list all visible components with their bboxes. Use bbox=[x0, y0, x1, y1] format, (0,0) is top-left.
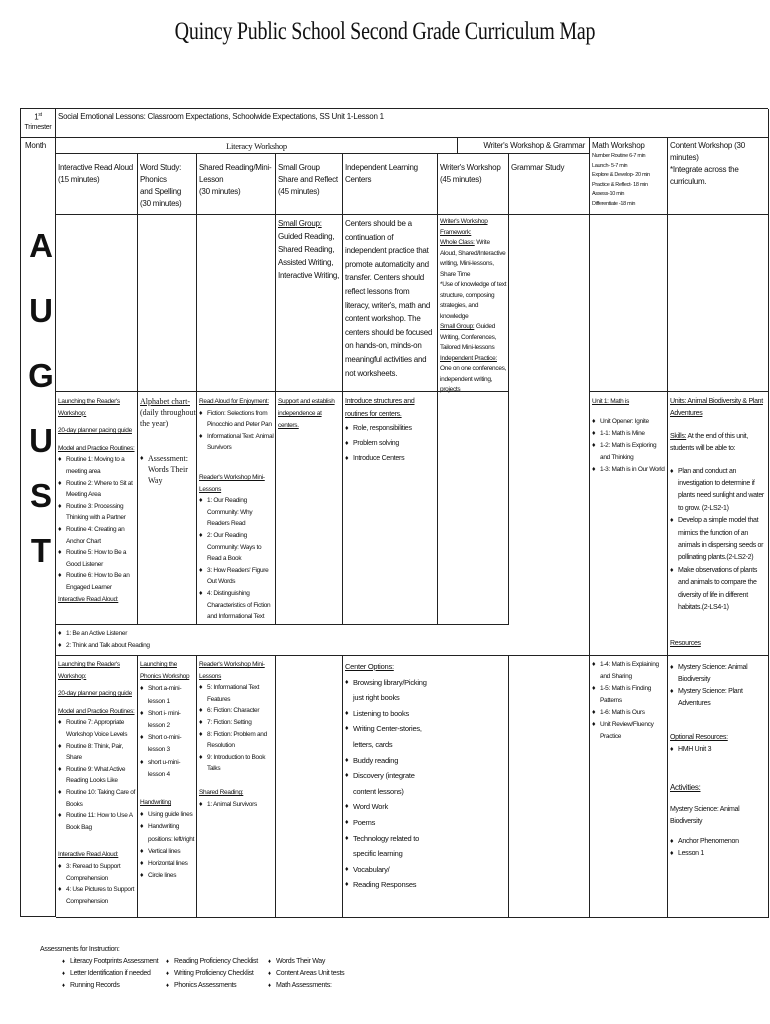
list-item: ♦ Routine 7: Appropriate Workshop Voice Levels bbox=[58, 717, 137, 740]
list-item: ♦ Circle lines bbox=[140, 870, 196, 882]
list-item: ♦ Routine 6: How to Be an Engaged Learner bbox=[58, 570, 137, 593]
word-study-title-2: and Spelling bbox=[140, 187, 182, 196]
r2-math-unit: Unit 1: Math is bbox=[592, 398, 630, 405]
r3-rw-list bbox=[199, 682, 275, 775]
r2-content bbox=[668, 392, 769, 656]
list-item: ♦ Buddy reading bbox=[345, 753, 435, 769]
r3-shared-list bbox=[199, 799, 275, 811]
shared-reading-time: (30 minutes) bbox=[199, 187, 241, 196]
r1-writers-small-label: Small Group: bbox=[440, 323, 475, 330]
r2-math-list bbox=[592, 416, 667, 476]
list-item: ♦ Short a-mini-lesson 1 bbox=[140, 683, 196, 707]
r3-math-list bbox=[592, 659, 667, 743]
r2-centers bbox=[343, 392, 438, 625]
list-item: ♦ Mystery Science: Animal Biodiversity bbox=[670, 662, 768, 686]
list-item: ♦ Discovery (integrate content lessons) bbox=[345, 768, 435, 799]
list-item: ♦ Unit Opener: Ignite bbox=[592, 416, 667, 428]
r3-ira-list bbox=[58, 861, 137, 907]
r2-skills-text: At the end of this unit, students will be able to: bbox=[670, 432, 748, 453]
r1-writers-indep-label: Independent Practice: bbox=[440, 354, 497, 362]
list-item: ♦ 1-2: Math is Exploring and Thinking bbox=[592, 440, 667, 464]
list-item: ♦ 1-1: Math is Mine bbox=[592, 428, 667, 440]
list-item: ♦ 5: Informational Text Features bbox=[199, 682, 275, 705]
r1-shared-reading bbox=[197, 215, 276, 392]
list-item: ♦ Develop a simple model that mimics the function of an animals in dispersing seeds or pollinating plants.(2-LS2-2) bbox=[670, 515, 766, 565]
list-item: ♦ Routine 11: How to Use A Book Bag bbox=[58, 810, 137, 833]
list-item: ♦ Literacy Footprints Assessment bbox=[62, 956, 182, 968]
read-aloud-time: (15 minutes) bbox=[58, 175, 100, 184]
r2-support: Support and establish independence at centers. bbox=[278, 398, 335, 429]
r2-rae-list bbox=[199, 408, 275, 454]
r2-routines-list bbox=[58, 454, 137, 593]
assessments-title: Assessments for Instruction: bbox=[40, 946, 120, 953]
list-item: ♦ 2: Think and Talk about Reading bbox=[58, 640, 589, 652]
r2-rw-title: Reader's Workshop Mini-Lessons bbox=[199, 473, 265, 493]
r3-resources-list bbox=[670, 662, 768, 710]
word-study-header bbox=[138, 154, 197, 215]
month-letter: A bbox=[29, 227, 53, 264]
independent-title: Independent Learning Centers bbox=[345, 163, 418, 184]
r1-writers-whole-label: Whole Class: bbox=[440, 239, 475, 246]
word-study-title: Word Study: Phonics bbox=[140, 163, 182, 184]
r3-read-aloud bbox=[56, 656, 138, 918]
list-item: ♦ 3: Reread to Support Comprehension bbox=[58, 861, 137, 884]
assessments-section bbox=[40, 944, 540, 956]
content-header-text: Content Workshop (30 minutes) bbox=[670, 141, 745, 162]
r3-routines-list bbox=[58, 717, 137, 833]
list-item: ♦ Routine 1: Moving to a meeting area bbox=[58, 454, 137, 477]
r3-handwriting-list bbox=[140, 809, 196, 882]
r3-phonics-list bbox=[140, 683, 196, 781]
r1-word-study bbox=[138, 215, 197, 392]
list-item: ♦ Routine 9: What Active Reading Looks Like bbox=[58, 764, 137, 787]
list-item: ♦ Short i- mini-lesson 2 bbox=[140, 708, 196, 732]
shared-reading-header bbox=[197, 154, 276, 215]
list-item: ♦ Using guide lines bbox=[140, 809, 196, 821]
r2-ira-list bbox=[56, 625, 590, 656]
r3-content bbox=[668, 640, 769, 918]
r2-writers-ws bbox=[438, 392, 509, 625]
r3-word-study bbox=[138, 656, 197, 918]
r2-ira-items bbox=[58, 628, 589, 651]
r1-grammar bbox=[509, 215, 590, 918]
month-letter: T bbox=[30, 532, 52, 569]
list-item: ♦ 2: Our Reading Community: Ways to Read a Book bbox=[199, 530, 275, 565]
r3-center-list bbox=[345, 675, 435, 893]
assessments-list-1 bbox=[62, 956, 182, 992]
sel-lessons-row bbox=[56, 109, 769, 138]
list-item: ♦ 1: Be an Active Listener bbox=[58, 628, 589, 640]
r1-writers-title: Writer's Workshop Framework: bbox=[440, 218, 488, 236]
list-item: ♦ Phonics Assessments bbox=[166, 980, 276, 992]
assessments-list-2 bbox=[166, 956, 276, 992]
read-aloud-header bbox=[56, 154, 138, 215]
r3-rw-title: Reader's Workshop Mini-Lessons bbox=[199, 661, 265, 680]
list-item: ♦ 1-5: Math is Finding Patterns bbox=[592, 683, 667, 707]
r2-skills-label: Skills: bbox=[670, 432, 687, 440]
list-item: ♦ Anchor Phenomenon bbox=[670, 836, 768, 848]
r2-intro-title: Introduce structures and routines for centers. bbox=[345, 398, 415, 418]
writers-grammar-header-text: Writer's Workshop & Grammar bbox=[483, 141, 585, 150]
r1-small-group-text: Guided Reading, Shared Reading, Assisted Writing, Interactive Writing, bbox=[278, 232, 340, 280]
math-time-item: Differentiate -18 min bbox=[592, 200, 636, 207]
content-header bbox=[668, 138, 769, 215]
list-item: ♦ Math Assessments: bbox=[268, 980, 388, 992]
assessments-list-3 bbox=[268, 956, 388, 992]
r2-read-aloud bbox=[56, 392, 138, 625]
r1-small-group bbox=[276, 215, 343, 392]
r3-centers bbox=[343, 656, 509, 918]
list-item: ♦ 9: Introduction to Book Talks bbox=[199, 752, 275, 775]
r3-optional-title: Optional Resources: bbox=[670, 734, 728, 741]
small-group-title-2: Share and Reflect bbox=[278, 175, 338, 184]
list-item: ♦ Lesson 1 bbox=[670, 848, 768, 860]
list-item: ♦ Short o-mini-lesson 3 bbox=[140, 732, 196, 756]
list-item: ♦ 4: Use Pictures to Support Comprehension bbox=[58, 884, 137, 907]
curriculum-table bbox=[20, 108, 768, 917]
r1-centers bbox=[343, 215, 438, 392]
list-item: ♦ 3: How Readers' Figure Out Words bbox=[199, 565, 275, 588]
r2-alphabet: Alphabet chart- bbox=[140, 397, 190, 406]
r3-activities-sub: Mystery Science: Animal Biodiversity bbox=[670, 806, 740, 825]
r1-small-group-label: Small Group: bbox=[278, 219, 322, 228]
r3-activities-list bbox=[670, 836, 768, 860]
list-item: ♦ Routine 5: How to Be a Good Listener bbox=[58, 547, 137, 570]
math-time-item: Assess-10 min bbox=[592, 191, 625, 197]
list-item: ♦ Routine 8: Think, Pair, Share bbox=[58, 741, 137, 764]
list-item: ♦ Word Work bbox=[345, 799, 435, 815]
small-group-header bbox=[276, 154, 343, 215]
r1-writers-small: Guided Writing, Conferences, Tailored Mini-lessons bbox=[440, 323, 497, 351]
list-item: ♦ Running Records bbox=[62, 980, 182, 992]
r2-launch-title: Launching the Reader's Workshop: bbox=[58, 398, 120, 417]
list-item: ♦ Reading Proficiency Checklist bbox=[166, 956, 276, 968]
list-item: ♦ 1-3: Math is in Our World bbox=[592, 464, 667, 476]
writers-ws-header bbox=[438, 154, 509, 215]
literacy-header bbox=[56, 138, 458, 154]
r2-rae-title: Read Aloud for Enjoyment: bbox=[199, 398, 269, 405]
trimester-suffix: st bbox=[38, 112, 42, 118]
list-item: ♦ Fiction: Selections from Pinocchio and Peter Pan bbox=[199, 408, 275, 431]
assessments-col-3 bbox=[268, 956, 388, 992]
month-letter: S bbox=[29, 477, 52, 514]
r1-writers-note: *Use of knowledge of text structure, composing strategies, and knowledge bbox=[440, 281, 507, 320]
list-item: ♦ Letter Identification if needed bbox=[62, 968, 182, 980]
list-item: ♦ Routine 2: Where to Sit at Meeting Area bbox=[58, 478, 137, 501]
list-item: ♦ 4: Distinguishing Characteristics of Fiction and Informational Text bbox=[199, 588, 275, 623]
list-item: ♦ Routine 4: Creating an Anchor Chart bbox=[58, 524, 137, 547]
list-item: ♦ short u-mini-lesson 4 bbox=[140, 757, 196, 781]
list-item: ♦ Writing Center-stories, letters, cards bbox=[345, 721, 435, 752]
list-item: ♦ HMH Unit 3 bbox=[670, 744, 768, 756]
math-time-item: Practice & Reflect- 18 min bbox=[592, 181, 648, 188]
r3-shared-title: Shared Reading: bbox=[199, 788, 244, 796]
r3-model-title: Model and Practice Routines: bbox=[58, 707, 135, 715]
list-item: ♦ Words Their Way bbox=[268, 956, 388, 968]
r3-resources-title: Resources bbox=[670, 640, 701, 647]
small-group-time: (45 minutes) bbox=[278, 187, 320, 196]
r3-handwriting-title: Handwriting bbox=[140, 799, 172, 807]
r2-word-study bbox=[138, 392, 197, 625]
math-times bbox=[592, 152, 667, 209]
r3-phonics-title: Launching the Phonics Workshop bbox=[140, 661, 190, 681]
r3-pacing: 20-day planner pacing guide bbox=[58, 690, 132, 698]
r2-assessment-list bbox=[140, 453, 196, 486]
list-item: ♦ Introduce Centers bbox=[345, 451, 437, 466]
list-item: ♦ 1-4: Math is Explaining and Sharing bbox=[592, 659, 667, 683]
math-header bbox=[590, 138, 668, 215]
math-time-item: Launch- 5-7 min bbox=[592, 162, 628, 169]
r3-math bbox=[590, 656, 668, 918]
writers-ws-time: (45 minutes) bbox=[440, 175, 482, 184]
list-item: ♦ Horizontal lines bbox=[140, 858, 196, 870]
list-item: ♦ 1: Animal Survivors bbox=[199, 799, 275, 811]
list-item: ♦ Plan and conduct an investigation to determine if plants need sunlight and water to grow. (2-LS2-1) bbox=[670, 466, 766, 516]
list-item: ♦ Role, responsibilities bbox=[345, 421, 437, 436]
shared-reading-title: Shared Reading/Mini-Lesson bbox=[199, 163, 272, 184]
list-item: ♦ Unit Review/Fluency Practice bbox=[592, 719, 667, 743]
content-header-note: *Integrate across the curriculum. bbox=[670, 165, 739, 186]
r2-alphabet-note: (daily throughout the year) bbox=[140, 408, 196, 428]
r3-ira-title: Interactive Read Aloud: bbox=[58, 851, 119, 859]
trimester-number: 1 bbox=[34, 112, 39, 122]
list-item: ♦ Informational Text: Animal Survivors bbox=[199, 431, 275, 454]
list-item: ♦ 7: Fiction: Setting bbox=[199, 717, 275, 729]
r1-centers-text: Centers should be a continuation of independent practice that promote automaticity and transfer. Centers should reflect lessons from literacy, writer's, math and content workshop. The centers should be focused on hands-on, minds-on meaningful activities and not worksheets. bbox=[345, 219, 433, 378]
r2-rw-list bbox=[199, 495, 275, 623]
list-item: ♦ Reading Responses bbox=[345, 877, 435, 893]
list-item: ♦ Handwriting positions: left/right bbox=[140, 821, 196, 845]
writers-ws-title: Writer's Workshop bbox=[440, 163, 501, 172]
math-header-text: Math Workshop bbox=[592, 141, 645, 150]
trimester-label: Trimester bbox=[24, 123, 52, 131]
month-letter: U bbox=[29, 422, 53, 459]
read-aloud-title: Interactive Read Aloud bbox=[58, 163, 133, 172]
r1-writers-ws bbox=[438, 215, 509, 392]
assessments-col-2 bbox=[166, 956, 276, 992]
list-item: ♦ Routine 10: Taking Care of Books bbox=[58, 787, 137, 810]
month-letter: U bbox=[29, 292, 53, 329]
r2-pacing: 20-day planner pacing guide bbox=[58, 427, 132, 435]
list-item: ♦ Poems bbox=[345, 815, 435, 831]
r2-ira-title: Interactive Read Aloud: bbox=[58, 595, 119, 603]
r2-math bbox=[590, 392, 668, 656]
list-item: ♦ Problem solving bbox=[345, 436, 437, 451]
r2-small-group bbox=[276, 392, 343, 625]
list-item: ♦ Vertical lines bbox=[140, 846, 196, 858]
r3-shared-reading bbox=[197, 656, 276, 918]
list-item: ♦ Mystery Science: Plant Adventures bbox=[670, 686, 768, 710]
math-time-item: Explore & Develop- 20 min bbox=[592, 172, 650, 178]
trimester-cell bbox=[21, 109, 56, 138]
list-item: ♦ Content Areas Unit tests bbox=[268, 968, 388, 980]
list-item: ♦ Assessment: Words Their Way bbox=[140, 453, 196, 486]
assessments-col-1 bbox=[62, 956, 182, 992]
r3-small-group bbox=[276, 656, 343, 918]
list-item: ♦ Technology related to specific learning bbox=[345, 831, 435, 862]
r1-math bbox=[590, 215, 668, 392]
literacy-header-text: Literacy Workshop bbox=[226, 141, 287, 151]
word-study-time: (30 minutes) bbox=[140, 199, 182, 208]
r2-model-title: Model and Practice Routines: bbox=[58, 444, 135, 452]
r1-content bbox=[668, 215, 769, 392]
list-item: ♦ 1: Our Reading Community: Why Readers Read bbox=[199, 495, 275, 530]
grammar-title: Grammar Study bbox=[511, 163, 565, 172]
r3-activities-title: Activities: bbox=[670, 783, 701, 792]
r3-center-title: Center Options: bbox=[345, 662, 394, 671]
list-item: ♦ Vocabulary/ bbox=[345, 862, 435, 878]
sel-lessons-text: Social Emotional Lessons: Classroom Expectations, Schoolwide Expectations, SS Unit 1-Lesson 1 bbox=[58, 112, 384, 121]
writers-grammar-header bbox=[458, 138, 590, 154]
r2-skills-list bbox=[670, 466, 766, 615]
list-item: ♦ Writing Proficiency Checklist bbox=[166, 968, 276, 980]
list-item: ♦ 8: Fiction: Problem and Resolution bbox=[199, 729, 275, 752]
r1-writers-whole: Write Aloud, Shared/Interactive writing, Mini-lessons, Share Time bbox=[440, 239, 506, 278]
list-item: ♦ Make observations of plants and animals to compare the diversity of life in different habitats.(2-LS4-1) bbox=[670, 565, 766, 615]
r2-shared-reading bbox=[197, 392, 276, 625]
grammar-header bbox=[509, 154, 590, 215]
month-letter: G bbox=[28, 357, 54, 394]
page-title: Quincy Public School Second Grade Curriculum Map bbox=[174, 18, 596, 45]
r2-content-unit: Units: Animal Biodiversity & Plant Adventures bbox=[670, 398, 763, 418]
independent-header bbox=[343, 154, 438, 215]
r2-intro-list bbox=[345, 421, 437, 466]
list-item: ♦ 1-6: Math is Ours bbox=[592, 707, 667, 719]
r3-launch-title: Launching the Reader's Workshop: bbox=[58, 661, 120, 680]
list-item: ♦ 6: Fiction: Character bbox=[199, 705, 275, 717]
list-item: ♦ Listening to books bbox=[345, 706, 435, 722]
list-item: ♦ Browsing library/Picking just right books bbox=[345, 675, 435, 706]
r1-writers-indep: One on one conferences, independent writing, projects bbox=[440, 365, 507, 393]
small-group-title: Small Group bbox=[278, 163, 320, 172]
r1-read-aloud bbox=[56, 215, 138, 392]
month-label: Month bbox=[25, 141, 46, 150]
list-item: ♦ Routine 3: Processing Thinking with a Partner bbox=[58, 501, 137, 524]
r3-optional-list bbox=[670, 744, 768, 756]
math-time-item: Number Routine 6-7 min bbox=[592, 153, 646, 159]
